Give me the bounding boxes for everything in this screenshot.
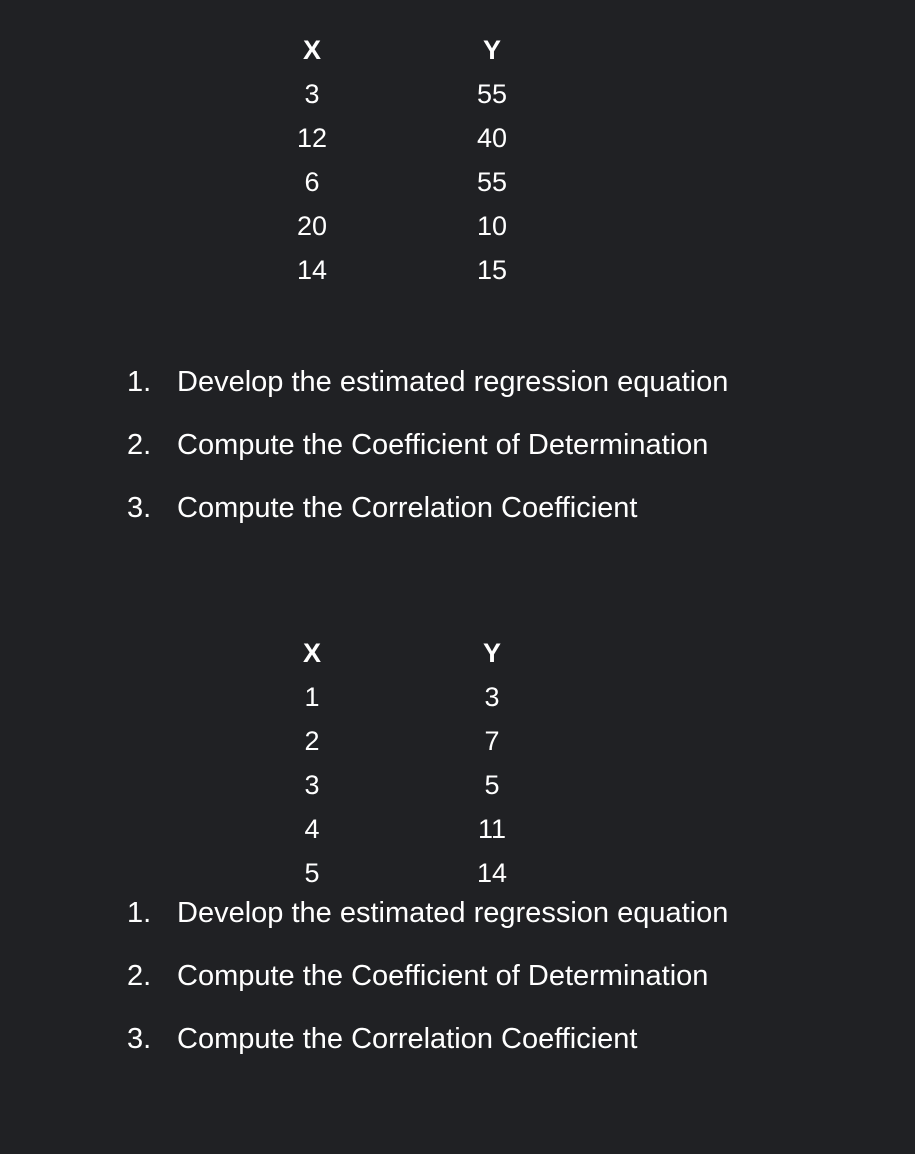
data-table-1 [232, 37, 572, 301]
table-row [232, 257, 572, 301]
table-row [232, 816, 572, 860]
item-number: 1. [127, 366, 152, 398]
item-text: Compute the Correlation Coefficient [177, 1023, 638, 1055]
table-row [232, 169, 572, 213]
x-value: 4 [304, 814, 320, 844]
x-value: 12 [296, 123, 328, 153]
column-header-x: X [302, 35, 321, 65]
y-value: 15 [476, 255, 508, 285]
item-text: Develop the estimated regression equation [177, 897, 729, 929]
item-text: Compute the Correlation Coefficient [177, 492, 638, 524]
table-header-row [232, 640, 572, 684]
item-text: Compute the Coefficient of Determination [177, 960, 709, 992]
item-number: 2. [127, 429, 152, 461]
x-value: 14 [296, 255, 328, 285]
x-value: 3 [304, 79, 320, 109]
x-value: 6 [304, 167, 320, 197]
table-row [232, 81, 572, 125]
item-number: 3. [127, 1023, 152, 1055]
table-header-row [232, 37, 572, 81]
y-value: 55 [476, 167, 508, 197]
x-value: 2 [304, 726, 320, 756]
x-value: 1 [304, 682, 320, 712]
y-value: 3 [484, 682, 500, 712]
x-value: 20 [296, 211, 328, 241]
item-number: 3. [127, 492, 152, 524]
table-row [232, 125, 572, 169]
y-value: 11 [477, 814, 507, 844]
table-row [232, 772, 572, 816]
y-value: 10 [476, 211, 508, 241]
y-value: 7 [484, 726, 500, 756]
table-row [232, 728, 572, 772]
item-number: 1. [127, 897, 152, 929]
column-header-y: Y [482, 638, 501, 668]
table-row [232, 213, 572, 257]
column-header-y: Y [482, 35, 501, 65]
column-header-x: X [302, 638, 321, 668]
x-value: 3 [304, 770, 320, 800]
y-value: 5 [484, 770, 500, 800]
y-value: 55 [476, 79, 508, 109]
item-text: Compute the Coefficient of Determination [177, 429, 709, 461]
y-value: 40 [476, 123, 508, 153]
y-value: 14 [476, 858, 508, 888]
data-table-2 [232, 640, 572, 904]
x-value: 5 [304, 858, 320, 888]
table-row [232, 684, 572, 728]
item-number: 2. [127, 960, 152, 992]
item-text: Develop the estimated regression equation [177, 366, 729, 398]
